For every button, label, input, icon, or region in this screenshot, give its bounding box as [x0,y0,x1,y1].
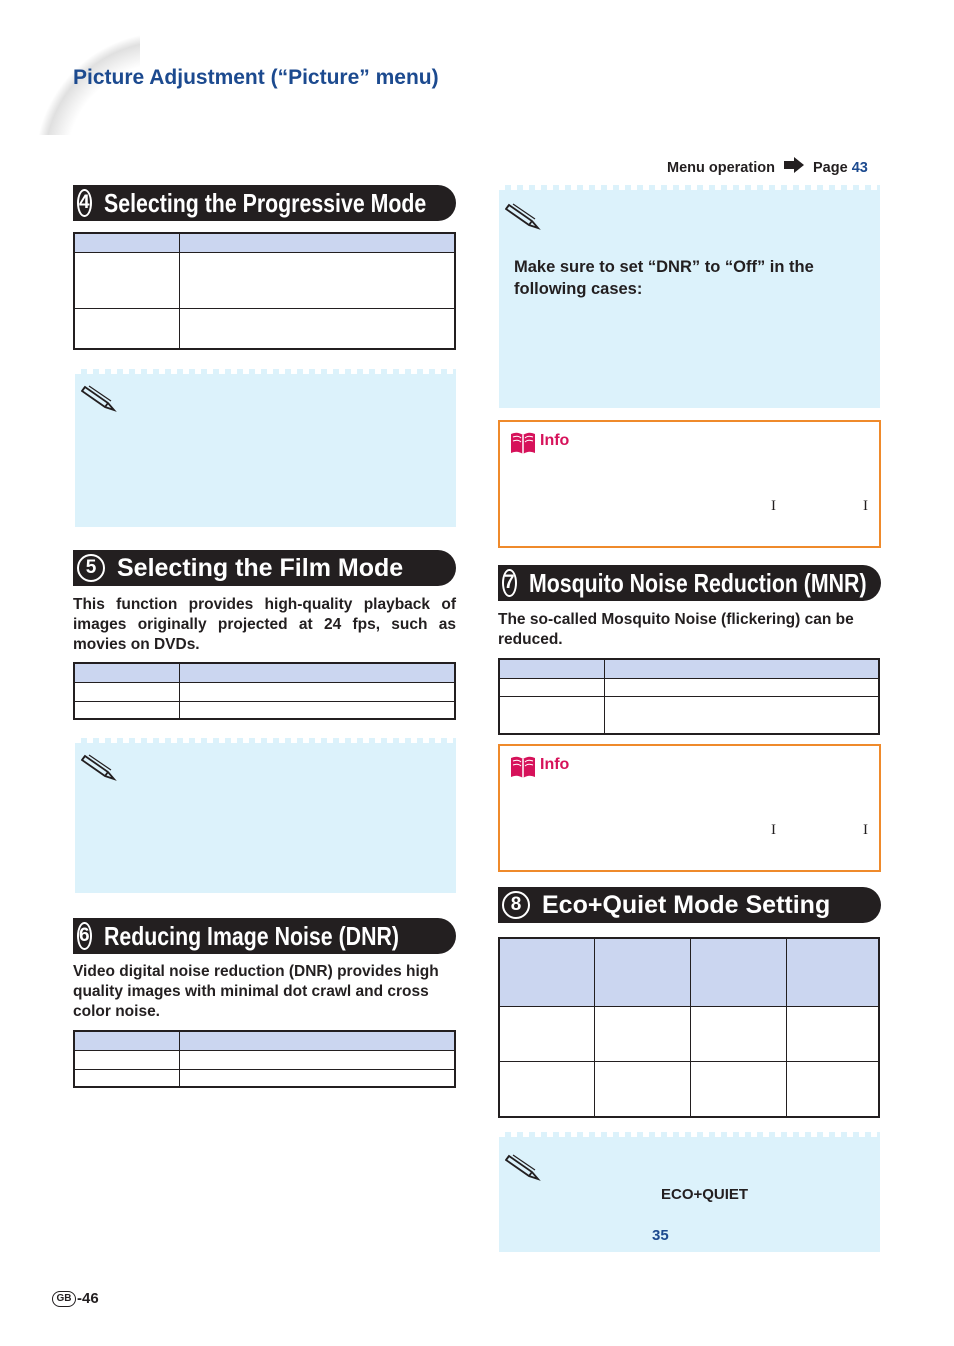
table-cell [180,1050,456,1069]
table-cell [180,701,456,719]
table-cell [74,1050,180,1069]
table-cell [499,696,605,734]
table-cell [595,1006,691,1061]
table-header-cell [595,938,691,1006]
cursor-glyph: I [771,498,776,514]
cursor-glyph: I [771,822,776,838]
table-header-cell [499,938,595,1006]
book-icon [510,431,536,460]
table-header-cell [787,938,880,1006]
table-cell [787,1006,880,1061]
cursor-glyph: I [863,822,868,838]
table-header-cell [180,663,456,682]
table-cell [74,1069,180,1087]
table-cell [74,308,180,349]
table-header-cell [74,1031,180,1050]
info-box-mnr [498,744,881,872]
note-dashed-border [75,369,456,374]
film-description: This function provides high-quality playback of images originally projected at 24 fps, such as movies on DVDs. [73,596,456,653]
dnr-table [73,1030,456,1088]
table-header-cell [180,1031,456,1050]
table-cell [691,1006,787,1061]
table-cell [595,1061,691,1117]
section-title: Reducing Image Noise (DNR) [103,920,399,951]
page-title: Picture Adjustment (“Picture” menu) [73,66,439,89]
table-header-cell [605,659,880,678]
table-cell [499,1061,595,1117]
section-number: 6 [77,922,92,950]
book-icon [510,755,536,784]
header-arc-mask-right [140,30,280,150]
note-dashed-border [499,185,880,190]
menu-operation-reference [667,156,868,180]
progressive-table [73,232,456,350]
section-header-film [73,550,456,586]
dnr-description: Video digital noise reduction (DNR) provides high quality images with minimal dot crawl and cross color noise. [73,963,439,1020]
section-number: 5 [77,554,105,582]
table-cell [74,252,180,308]
note-box-eco [499,1132,880,1252]
note-box-progressive [75,369,456,527]
note-box-film [75,738,456,893]
cursor-glyph: I [863,498,868,514]
pencil-icon [81,750,119,787]
table-cell [180,1069,456,1087]
table-cell [499,1006,595,1061]
table-cell [180,682,456,701]
section-title: Selecting the Film Mode [117,553,404,582]
table-cell [691,1061,787,1117]
mnr-description: The so-called Mosquito Noise (flickering) can be reduced. [498,611,854,648]
section-header-eco [498,887,881,923]
section-title: Eco+Quiet Mode Setting [542,890,831,919]
pencil-icon [505,1150,543,1187]
section-header-progressive [73,185,456,221]
mnr-table [498,658,880,735]
section-title: Mosquito Noise Reduction (MNR) [528,567,867,598]
table-header-cell [180,233,456,252]
eco-quiet-keyword: ECO+QUIET [661,1186,749,1203]
table-cell [605,678,880,696]
menu-operation-label: Menu operation [667,159,775,176]
table-cell [499,678,605,696]
section-header-mnr [498,565,881,601]
section-title: Selecting the Progressive Mode [103,187,426,218]
table-cell [180,252,456,308]
table-cell [787,1061,880,1117]
table-header-cell [74,233,180,252]
film-table [73,662,456,720]
table-cell [180,308,456,349]
note-dashed-border [499,1132,880,1137]
pencil-icon [505,199,543,236]
note-text: Make sure to set “DNR” to “Off” in the following cases: [514,258,814,298]
info-label: Info [540,756,570,773]
table-cell [605,696,880,734]
pencil-icon [81,381,119,418]
section-number: 8 [502,891,530,919]
section-header-dnr [73,918,456,954]
info-box-dnr [498,420,881,548]
table-cell [74,701,180,719]
table-header-cell [74,663,180,682]
table-header-cell [691,938,787,1006]
table-header-cell [499,659,605,678]
info-label: Info [540,432,570,449]
table-cell [74,682,180,701]
eco-table [498,937,880,1118]
note-dashed-border [75,738,456,743]
region-badge: GB [52,1291,76,1307]
page-label: Page [813,159,848,176]
page-number-link[interactable]: 43 [851,159,868,176]
page-number: -46 [77,1290,99,1307]
section-number: 7 [502,569,517,597]
note-box-dnr [499,185,880,408]
arrow-right-icon [783,156,805,178]
page-footer [52,1290,99,1307]
page-reference-link[interactable]: 35 [652,1227,669,1244]
section-number: 4 [77,189,92,217]
